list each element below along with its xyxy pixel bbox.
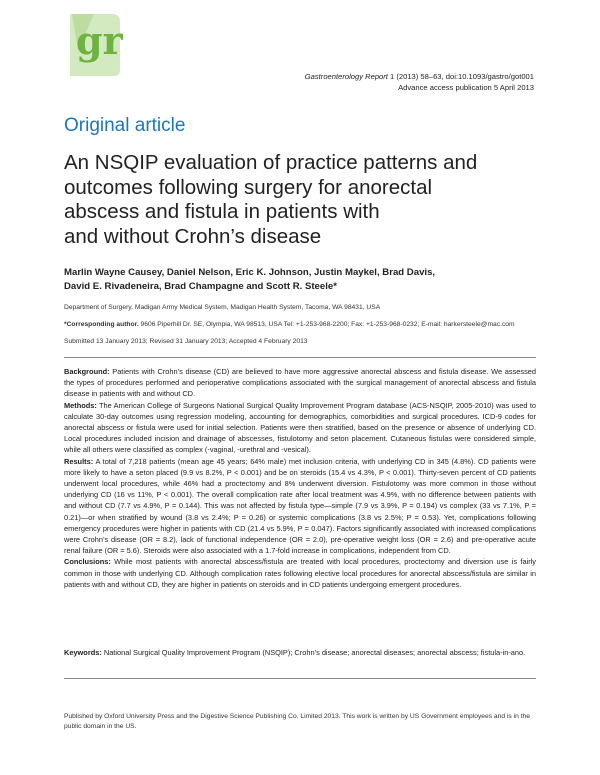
citation-details: 1 (2013) 58–63, doi:10.1093/gastro/got001: [387, 72, 534, 81]
submission-dates: Submitted 13 January 2013; Revised 31 January 2013; Accepted 4 February 2013: [64, 338, 308, 345]
keywords: [64, 647, 536, 658]
affiliation: Department of Surgery, Madigan Army Medical System, Madigan Health System, Tacoma, WA 98431, USA: [64, 304, 381, 311]
results-text: A total of 7,218 patients (mean age 45 years; 64% male) met inclusion criteria, with underlying CD in 345 (4.8%). CD patients were more likely to have a seton placed (9.9 vs 8.2%, P < 0.001) and be on steroids (15.4 vs 4.3%, P < 0.001). Thirty-seven percent of CD patients underwent local procedures, while 46% had a proctectomy and 8% underwent diversion. Fistulotomy was more common in those without underlying CD (16 vs 11%, P < 0.001). The overall complication rate after local treatment was 4.9%, with no difference between patients with and without CD (7.7 vs 4.9%, P = 0.144). This was not affected by fistula type—simple (7.9 vs 3.9%, P = 0.194) vs complex (33 vs 7.1%, P = 0.21)—or when stratified by wound (3.8 vs 2.4%; P = 0.26) or systemic complications (3.8 vs 2.5%; P = 0.53). Yet, complications following emergency procedures were higher in patients with CD (21.4 vs 5.9%, P = 0.047). Factors significantly associated with increased complications were Crohn’s disease (OR = 8.2), lack of functional independence (OR = 2.0), pre-operative weight loss (OR = 2.6) and pre-operative acute renal failure (OR = 5.6). Steroids were also associated with a 1.7-fold increase in complications, independent from CD.: [64, 456, 536, 556]
logo-text: gr: [76, 18, 123, 63]
title-line: outcomes following surgery for anorectal: [64, 175, 433, 199]
journal-name: Gastroenterology Report: [304, 72, 388, 81]
abstract-top-rule: [64, 357, 536, 358]
author-line: David E. Rivadeneira, Brad Champagne and Scott R. Steele*: [64, 281, 337, 292]
abstract-background: [64, 366, 536, 400]
results-label: Results:: [64, 456, 94, 466]
background-text: Patients with Crohn’s disease (CD) are believed to have more aggressive anorectal abscess and fistula disease. We assessed the types of procedures performed and perioperative complications associated with the surgical management of anorectal abscess and fistula disease in patients with and without CD.: [64, 367, 536, 399]
article-title: [64, 151, 554, 249]
journal-logo: [64, 10, 128, 80]
publisher-footer: Published by Oxford University Press and the Digestive Science Publishing Co. Limited 2013. This work is written by US Government employees and is in the public domain in the US.: [64, 713, 530, 730]
background-label: Background:: [64, 367, 110, 376]
corresponding-author: [64, 320, 544, 329]
keywords-label: Keywords:: [64, 648, 102, 657]
title-line: abscess and fistula in patients with: [64, 200, 380, 223]
conclusions-text: While most patients with anorectal abscess/fistula are treated with local procedures, proctectomy and diversion use is fairly common in those with underlying CD. Although complication rates following elective local procedures for anorectal abscess/fistula are similar in patients with and without CD, they are higher in patients on steroids and in CD patients undergoing emergent procedures.: [64, 557, 536, 589]
conclusions-label: Conclusions:: [64, 557, 111, 567]
methods-label: Methods:: [64, 400, 97, 410]
corresponding-details: 9606 Piperhill Dr. SE, Olympia, WA 98513, USA Tel: +1-253-968-2200; Fax: +1-253-968-0232; E-mail: harkersteele@mac.com: [138, 321, 515, 328]
abstract-conclusions: [64, 556, 536, 590]
title-line: and without Crohn’s disease: [64, 224, 322, 248]
corresponding-label: *Corresponding author.: [64, 321, 139, 328]
author-list: [64, 266, 514, 294]
access-date: Advance access publication 5 April 2013: [398, 83, 534, 92]
abstract-results: [64, 456, 536, 557]
journal-reference: [274, 71, 534, 93]
abstract: [64, 366, 536, 590]
abstract-methods: [64, 400, 536, 456]
abstract-bottom-rule: [64, 678, 536, 679]
title-line: An NSQIP evaluation of practice patterns and: [64, 151, 478, 174]
keywords-text: National Surgical Quality Improvement Program (NSQIP); Crohn’s disease; anorectal diseases; anorectal abscess; fistula-in-ano.: [101, 648, 526, 657]
article-type: Original article: [64, 115, 186, 136]
author-line: Marlin Wayne Causey, Daniel Nelson, Eric K. Johnson, Justin Maykel, Brad Davis,: [64, 267, 436, 278]
methods-text: The American College of Surgeons National Surgical Quality Improvement Program database (ACS-NSQIP, 2005-2010) was used to calculate 30-day outcomes using regression modeling, accounting for demographics, comorbidities and surgical procedures. ICD-9 codes for anorectal abscess or fistula were used for initial selection. Patients were then stratified, based on the presence or absence of underlying CD. Local procedures included incision and drainage of abscesses, fistulotomy and seton placement. Cutaneous fistulas were considered simple, while all others were classified as complex (-vaginal, -urethral and -vesical).: [64, 400, 536, 455]
